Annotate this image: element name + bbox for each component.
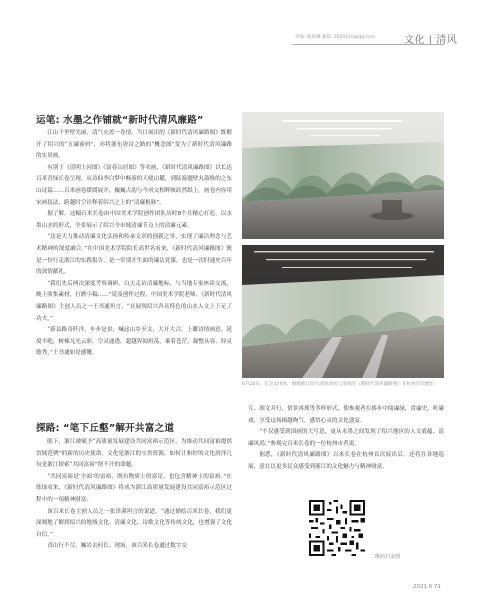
section-1-body [36, 128, 232, 360]
paragraph: 江山千里壁光丽，清气充盈一卷情。当日展出的《新时代清风廉路图》既解开了绍兴的“五廉密码”，亦将浙东唐诗之路的“概念图”变为了新时代清风廉路的实景画。 [36, 130, 232, 160]
paragraph: 据悉，《新时代清风廉路图》百米长卷在杭州首次展出后，还将在各地巡展，意在以更多民众感受到浙江的文化魅力与精神财富。 [248, 452, 444, 470]
paragraph: “新县路奇阡洋，步步是景，喊这山乡至文，大开大合，上囊诗情画意，延境不绝，树梯凡光云彩，空灵通透，超越界阅班荡，乘着苍茫，凝整从容，锌灵敏秀，”王书通如是感慨。 [36, 327, 232, 357]
paragraph: “不仅感受到国画的大写意，更从水墨之间发现了绍兴地区的人文底蕴、清廉风尚。”参观完百米长卷的一位杭州市者说。 [248, 429, 444, 447]
paragraph: “我们先后两次深度考察调研，白天走访清廉地标，与当地专家座谈交流，晚上收集素材，打磨小稿……”说及创作过程，中国美术学院老师、《新时代清风廉路图》主创人员之一王书通坦言，“在展现绍兴各具特色的山水人文上下足了功夫。” [36, 280, 232, 322]
qr-caption: 二维码扫金图 [370, 554, 401, 560]
editor-info: 责编: 陆海琳 邮箱: 2050410@qq.com [295, 35, 376, 40]
section-title-2: 探路: “笔下丘壑”解开共富之道 [36, 423, 175, 434]
header-rule [292, 44, 444, 45]
exhibition-photo-bottom [242, 245, 444, 378]
paragraph: “共同富裕是‘全面’的富裕，既有物质上的富足，也包含精神上的富裕。”在练灿看来，《新时代清风廉路图》将成为浙江高质量发展建设共同富裕示范区过程中的一项精神财富。 [36, 473, 232, 503]
paragraph: 青山行不尽，巍岩去何长。现场，该百米长卷通过数字交 [47, 543, 188, 550]
right-column-body [248, 404, 444, 474]
paragraph: 互、图文并行，借景再现等多样形式，使参观者在移步中阅廉绿，赏廉史，听廉戏，享受这场揭越绚气，感悟心灵的文化盛宴。 [248, 406, 444, 424]
section-label: 文化 | 清风 [404, 35, 458, 46]
exhibition-photo-top [242, 112, 444, 239]
paragraph: 据了解，这幅百米长卷由中国美术学院创作团队历时8个月精心打造，以水墨山水的形式，全景展示了绍兴全市域清廉节点上的清廉元素。 [36, 211, 232, 229]
section-title-1: 运笔: 水墨之作铺就“新时代清风廉路” [36, 115, 204, 126]
qr-code[interactable] [309, 500, 365, 556]
photo-caption: 6月26日，长达110米，缓缓浙江绍兴清风清风与清风的《新时代清风廉路图》在杭州首次展出 [242, 382, 435, 387]
paragraph: 眼下，浙江被赋予“高质量发展建设共同富裕示范区，为推动共同富裕提供省域范例”的新的历史使命。文化是浙江的宝贵资源，如何让和好的文化润泽几旬是浙江探索“共同富裕”绕不开的命题。 [36, 439, 232, 469]
paragraph: “这是大力推动清廉文化弘扬和传承文章的创新之举，实现了廉洁理念与艺术精神的深度融合。”在中国美术学院院长高世名看来，《新时代清风廉路图》既是一份行走浙江的实践报告，是一堂别开生面的廉洁党课，也是一次时速史百年的深情献礼。 [36, 234, 232, 276]
paragraph: 有别于《清明上河图》《富春山居图》等名画，《新时代清风廉路图》以长达百米青绿长卷呈现。从诗仙李白梦中畅游的天姥山麓，到陆游题壁丸鼓焕的之东山诗篇……百米画卷缓缓展开，巍巍古韵与今风交相辉映跃然纸上。画卷内容用宋画技法，跨越时空诠释着绍兴之上的“清廉根脉”。 [36, 164, 232, 206]
paragraph: 该百米长卷主创人员之一张泽溪坦言的说道，“通过描绘百米长卷，我们更深刻地了解到绍兴的地域文化、清廉文化、诗歌文化等传统文化，也增强了文化自信。” [36, 508, 232, 538]
page-number: 2021.6 71 [413, 584, 441, 590]
section-2-body [36, 437, 232, 553]
